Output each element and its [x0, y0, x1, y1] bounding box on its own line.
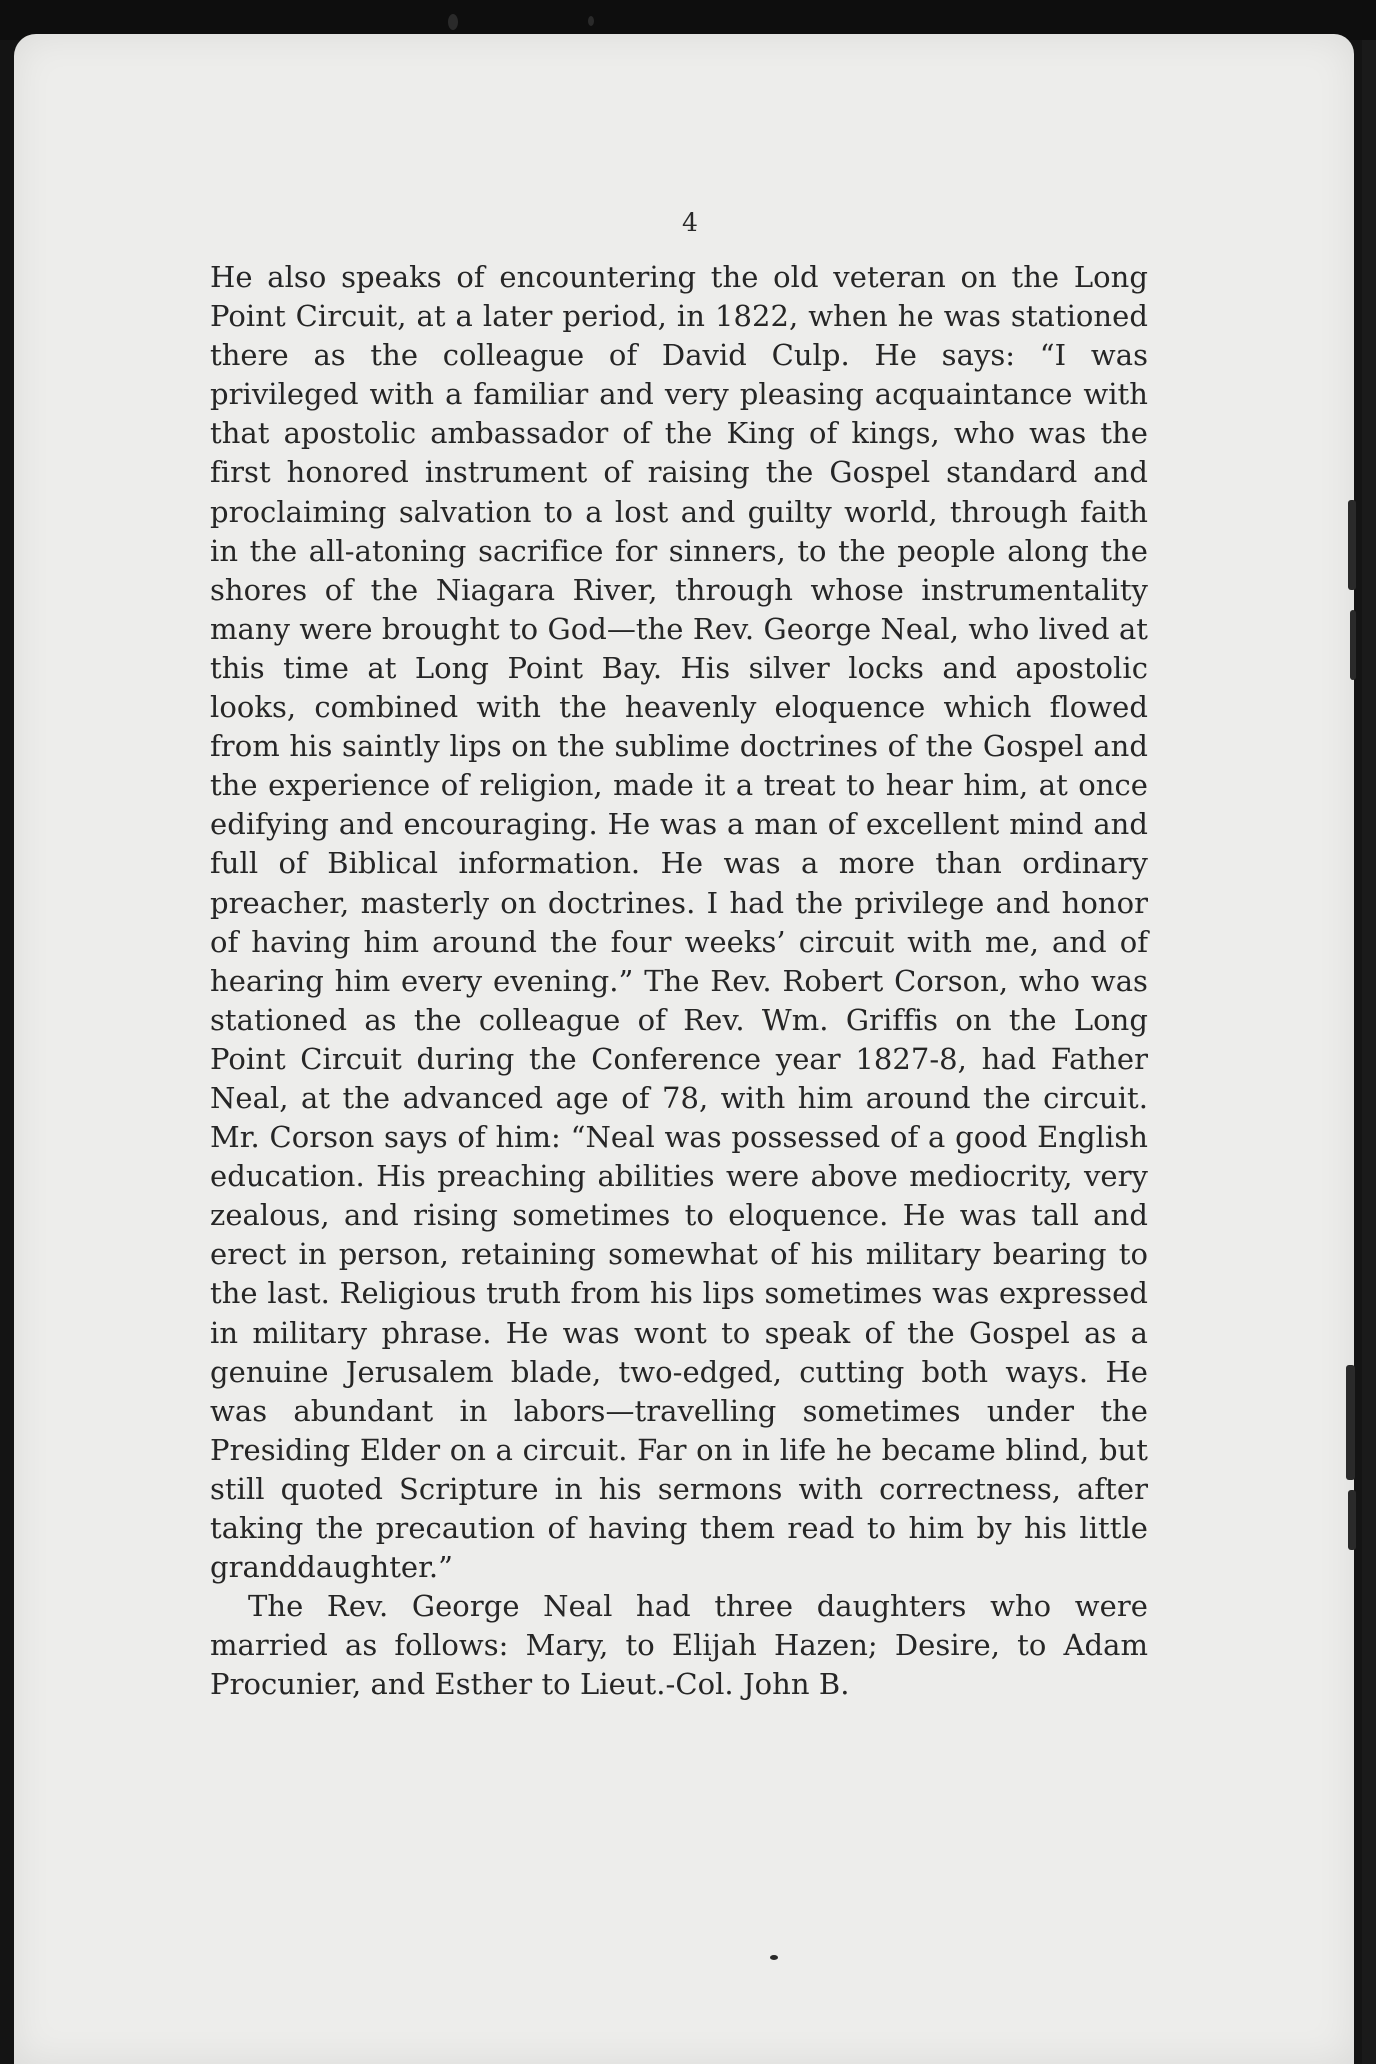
margin-mark	[1350, 610, 1356, 680]
margin-mark	[1348, 500, 1356, 590]
scan-speck	[770, 1955, 778, 1960]
paragraph-1: He also speaks of encountering the old veteran on the Long Point Circuit, at a later period, in 1822, when he was stationed there as the colleague of David Culp. He says: “I was privileged with a familiar and very pleasing acquaintance with that apostolic ambassador of the King of kings, who was the first honored instrument of raising the Gospel standard and proclaiming salvation to a lost and guilty world, through faith in the all-atoning sacrifice for sinners, to the people along the shores of the Niagara River, through whose instrumentality many were brought to God—the Rev. George Neal, who lived at this time at Long Point Bay. His silver locks and apostolic looks, combined with the heavenly eloquence which flowed from his saintly lips on the sublime doctrines of the Gospel and the experience of religion, made it a treat to hear him, at once edifying and encouraging. He was a man of excellent mind and full of Biblical information. He was a more than ordinary preacher, masterly on doctrines. I had the privilege and honor of having him around the four weeks’ circuit with me, and of hearing him every evening.” The Rev. Robert Corson, who was stationed as the colleague of Rev. Wm. Griffis on the Long Point Circuit during the Conference year 1827-8, had Father Neal, at the advanced age of 78, with him around the circuit. Mr. Corson says of him: “Neal was possessed of a good English education. His preaching abilities were above mediocrity, very zealous, and rising sometimes to eloquence. He was tall and erect in person, retaining somewhat of his military bearing to the last. Religious truth from his lips sometimes was expressed in military phrase. He was wont to speak of the Gospel as a genuine Jerusalem blade, two-edged, cutting both ways. He was abundant in labors—travelling sometimes under the Presiding Elder on a circuit. Far on in life he became blind, but still quoted Scripture in his sermons with correctness, after taking the precaution of having them read to him by his little granddaughter.”	[210, 260, 1148, 1585]
scan-border-right	[1362, 40, 1376, 2064]
margin-mark	[1348, 1490, 1356, 1550]
page-number: 4	[682, 208, 698, 237]
scan-speck	[448, 14, 458, 30]
paragraph-2: The Rev. George Neal had three daughters who were married as follows: Mary, to Elijah Hazen; Desire, to Adam Procunier, and Esther to Lieut.-Col. John B.	[210, 1589, 1148, 1702]
scan-speck	[588, 16, 594, 26]
body-text	[210, 258, 1148, 1704]
margin-mark	[1346, 1365, 1355, 1480]
